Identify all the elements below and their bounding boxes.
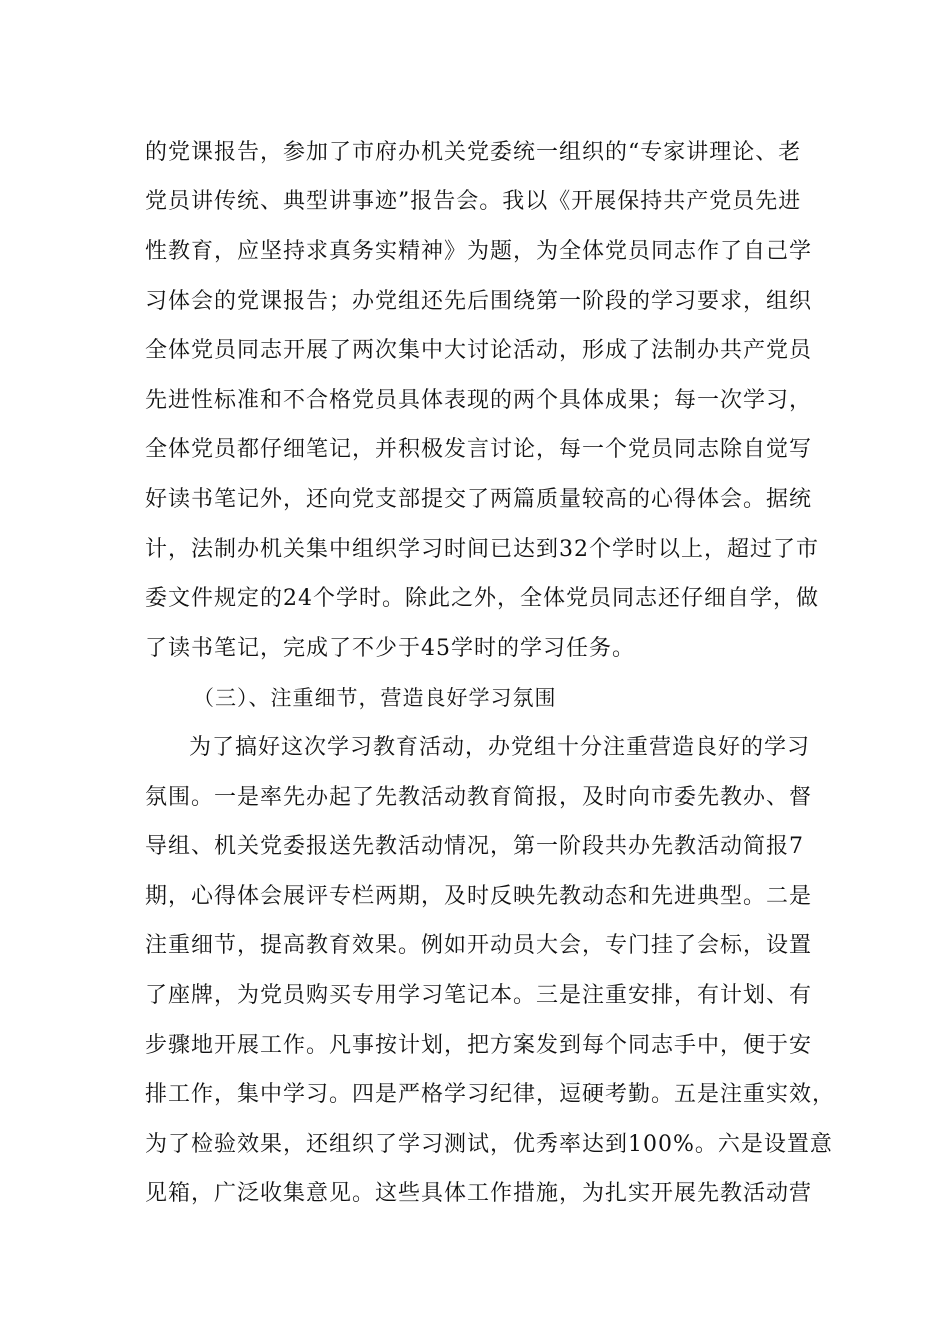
paragraph-line: 先进性标准和不合格党员具体表现的两个具体成果；每一次学习， <box>145 388 813 413</box>
paragraph-line: 见箱，广泛收集意见。这些具体工作措施，为扎实开展先教活动营 <box>145 1181 813 1206</box>
paragraph-line: 全体党员同志开展了两次集中大讨论活动，形成了法制办共产党员 <box>145 338 813 363</box>
paragraph-line: 导组、机关党委报送先教活动情况，第一阶段共办先教活动简报7 <box>145 834 804 859</box>
paragraph-line: 党员讲传统、典型讲事迹”报告会。我以《开展保持共产党员先进 <box>145 189 802 214</box>
paragraph-line: 性教育，应坚持求真务实精神》为题，为全体党员同志作了自己学 <box>145 239 813 264</box>
paragraph-line: 了读书笔记，完成了不少于45学时的学习任务。 <box>145 636 635 661</box>
paragraph-line: 注重细节，提高教育效果。例如开动员大会，专门挂了会标，设置 <box>145 933 813 958</box>
paragraph-line: 排工作，集中学习。四是严格学习纪律，逗硬考勤。五是注重实效， <box>145 1082 836 1107</box>
paragraph-line: 步骤地开展工作。凡事按计划，把方案发到每个同志手中，便于安 <box>145 1033 813 1058</box>
paragraph-line: 了座牌，为党员购买专用学习笔记本。三是注重安排，有计划、有 <box>145 983 813 1008</box>
section-heading: （三）、注重细节，营造良好学习氛围 <box>193 686 557 710</box>
paragraph-line: 委文件规定的24个学时。除此之外，全体党员同志还仔细自学，做 <box>145 586 819 611</box>
paragraph-line: 计，法制办机关集中组织学习时间已达到32个学时以上，超过了市 <box>145 537 819 562</box>
paragraph-line: 为了检验效果，还组织了学习测试，优秀率达到100%。六是设置意 <box>145 1132 833 1157</box>
paragraph-line: 全体党员都仔细笔记，并积极发言讨论，每一个党员同志除自觉写 <box>145 437 813 462</box>
paragraph-line: 氛围。一是率先办起了先教活动教育简报，及时向市委先教办、督 <box>145 785 813 810</box>
paragraph-line: 为了搞好这次学习教育活动，办党组十分注重营造良好的学习 <box>189 735 811 760</box>
paragraph-line: 习体会的党课报告；办党组还先后围绕第一阶段的学习要求，组织 <box>145 289 813 314</box>
paragraph-line: 好读书笔记外，还向党支部提交了两篇质量较高的心得体会。据统 <box>145 487 813 512</box>
paragraph-line: 期，心得体会展评专栏两期，及时反映先教动态和先进典型。二是 <box>145 884 813 909</box>
paragraph-line: 的党课报告，参加了市府办机关党委统一组织的“专家讲理论、老 <box>145 140 802 165</box>
